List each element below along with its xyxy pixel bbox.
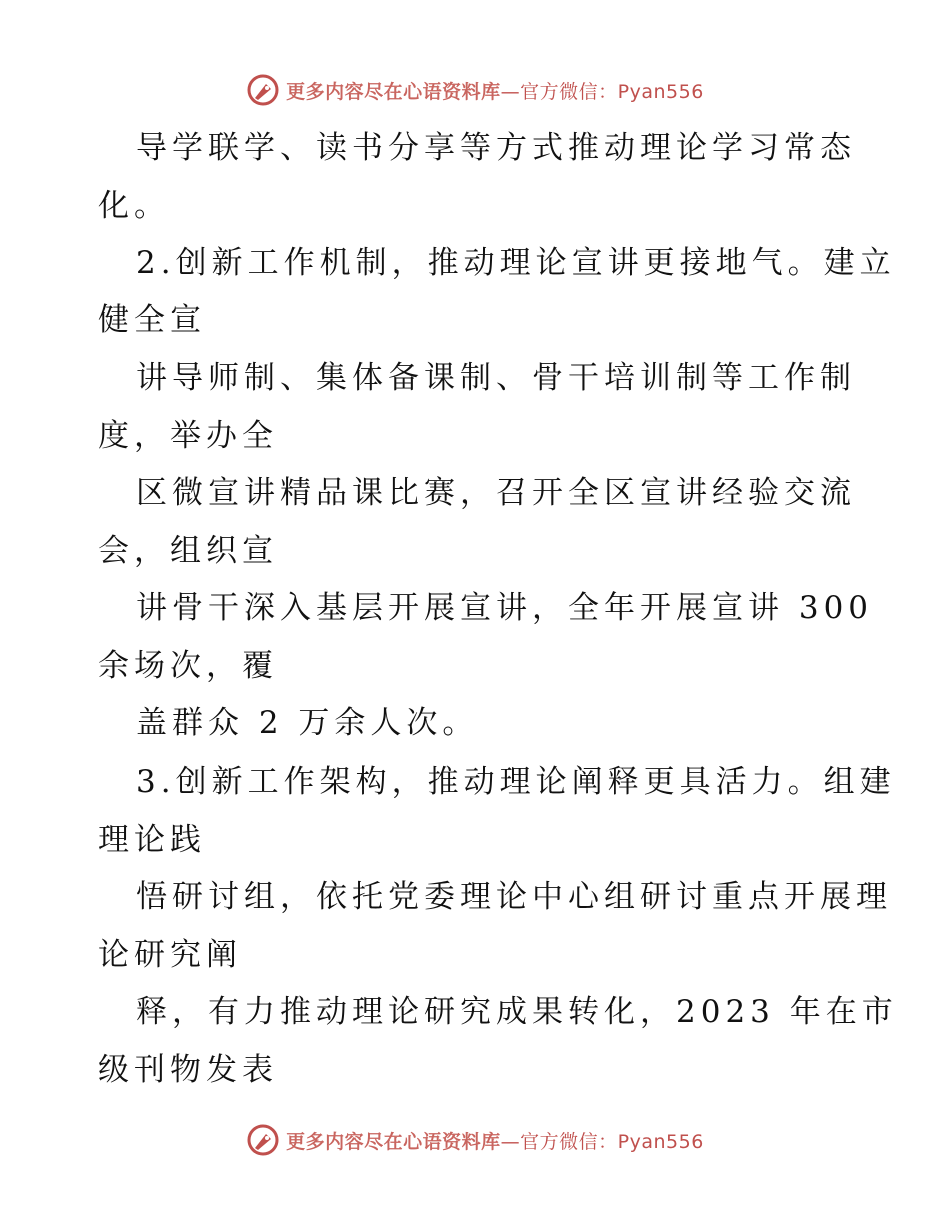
footer-watermark: [0, 1120, 950, 1160]
text-line: 悟研讨组，依托党委理论中心组研讨重点开展理: [136, 879, 892, 915]
text-line: 2.创新工作机制，推动理论宣讲更接地气。建立: [136, 245, 896, 281]
text-line: 导学联学、读书分享等方式推动理论学习常态: [136, 130, 856, 166]
pen-nib-logo-icon: [246, 1123, 280, 1157]
text-line: 健全宣: [98, 302, 206, 338]
text-line: 会，组织宣: [98, 533, 278, 569]
text-line: 理论践: [98, 822, 206, 858]
text-line: 盖群众 2 万余人次。: [136, 705, 479, 741]
text-line: 级刊物发表: [98, 1052, 278, 1088]
text-line: 释，有力推动理论研究成果转化，2023 年在市: [136, 994, 898, 1030]
text-line: 区微宣讲精品课比赛，召开全区宣讲经验交流: [136, 475, 856, 511]
text-line: 讲骨干深入基层开展宣讲，全年开展宣讲 300: [136, 590, 874, 626]
text-line: 化。: [98, 188, 170, 224]
text-line: 论研究阐: [98, 937, 242, 973]
text-line: 讲导师制、集体备课制、骨干培训制等工作制: [136, 360, 856, 396]
watermark-text: 更多内容尽在心语资料库—官方微信：Pyan556: [286, 1130, 704, 1153]
text-line: 3.创新工作架构，推动理论阐释更具活力。组建: [136, 764, 896, 800]
text-line: 余场次，覆: [98, 648, 278, 684]
watermark-text: 更多内容尽在心语资料库—官方微信：Pyan556: [286, 80, 704, 103]
text-line: 度，举办全: [98, 418, 278, 454]
